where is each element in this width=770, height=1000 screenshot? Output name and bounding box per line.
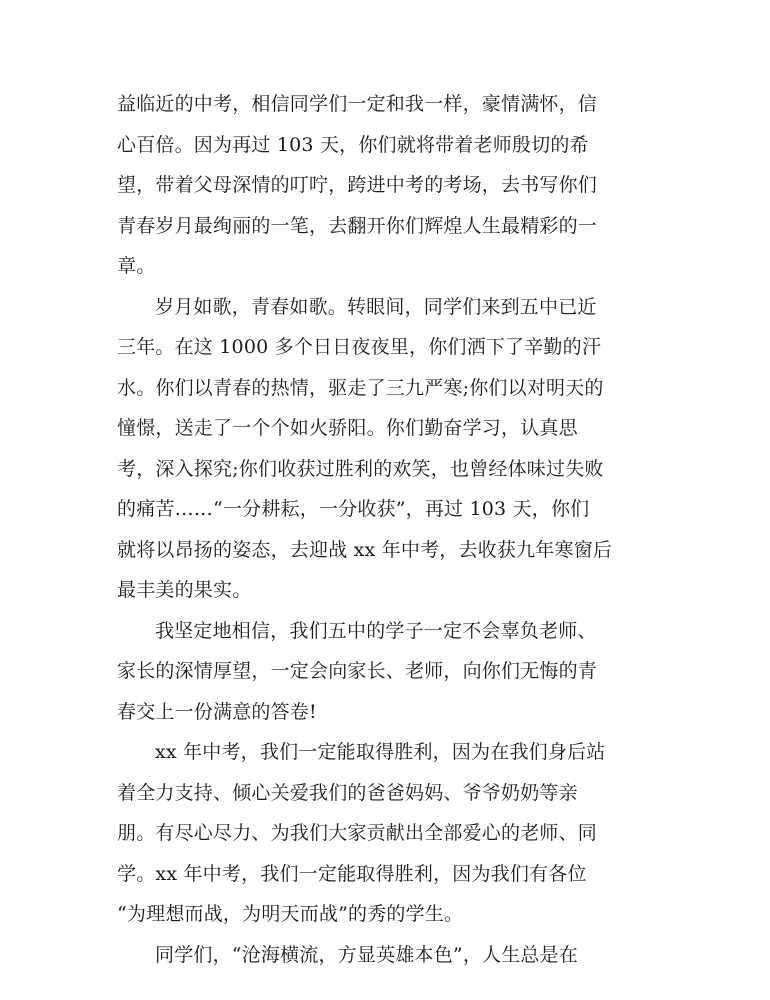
- paragraph: [117, 935, 647, 976]
- paragraph: [117, 732, 647, 935]
- text-line: 章。: [117, 255, 156, 277]
- text-line: xx 年中考，我们一定能取得胜利，因为在我们身后站: [155, 741, 606, 763]
- text-line: 望，带着父母深情的叮咛，跨进中考的考场，去书写你们: [117, 174, 598, 196]
- text-line: 就将以昂扬的姿态，去迎战 xx 年中考，去收获九年寒窗后: [117, 538, 613, 561]
- text-line: 水。你们以青春的热情，驱走了三九严寒;你们以对明天的: [117, 376, 604, 399]
- text-line: 益临近的中考，相信同学们一定和我一样，豪情满怀，信: [117, 93, 598, 115]
- text-line: 学。xx 年中考，我们一定能取得胜利，因为我们有各位: [117, 862, 587, 885]
- text-line: 憧憬，送走了一个个如火骄阳。你们勤奋学习，认真思: [117, 417, 578, 439]
- text-line: 家长的深情厚望，一定会向家长、老师，向你们无悔的青: [117, 660, 598, 682]
- text-line: 春交上一份满意的答卷!: [117, 700, 317, 723]
- paragraph: [117, 611, 647, 733]
- text-line: 朋。有尽心尽力、为我们大家贡献出全部爱心的老师、同: [117, 822, 598, 844]
- text-line: “为理想而战，为明天而战”的秀的学生。: [117, 903, 464, 925]
- text-line: 考，深入探究;你们收获过胜利的欢笑，也曾经体味过失败: [117, 457, 604, 480]
- text-line: 我坚定地相信，我们五中的学子一定不会辜负老师、: [155, 619, 597, 642]
- text-line: 同学们，“沧海横流，方显英雄本色”，人生总是在: [155, 943, 579, 966]
- text-line: 心百倍。因为再过 103 天，你们就将带着老师殷切的希: [117, 133, 589, 156]
- text-line: 最丰美的果实。: [117, 579, 252, 601]
- document-body: [117, 84, 647, 975]
- text-line: 岁月如歌，青春如歌。转眼间，同学们来到五中已近: [155, 295, 597, 318]
- text-line: 青春岁月最绚丽的一笔，去翻开你们辉煌人生最精彩的一: [117, 214, 598, 237]
- paragraph: [117, 84, 647, 287]
- paragraph: [117, 287, 647, 611]
- text-line: 三年。在这 1000 多个日日夜夜里，你们洒下了辛勤的汗: [117, 336, 602, 358]
- text-line: 着全力支持、倾心关爱我们的爸爸妈妈、爷爷奶奶等亲: [117, 781, 578, 804]
- text-line: 的痛苦……“一分耕耘，一分收获”，再过 103 天，你们: [117, 498, 590, 520]
